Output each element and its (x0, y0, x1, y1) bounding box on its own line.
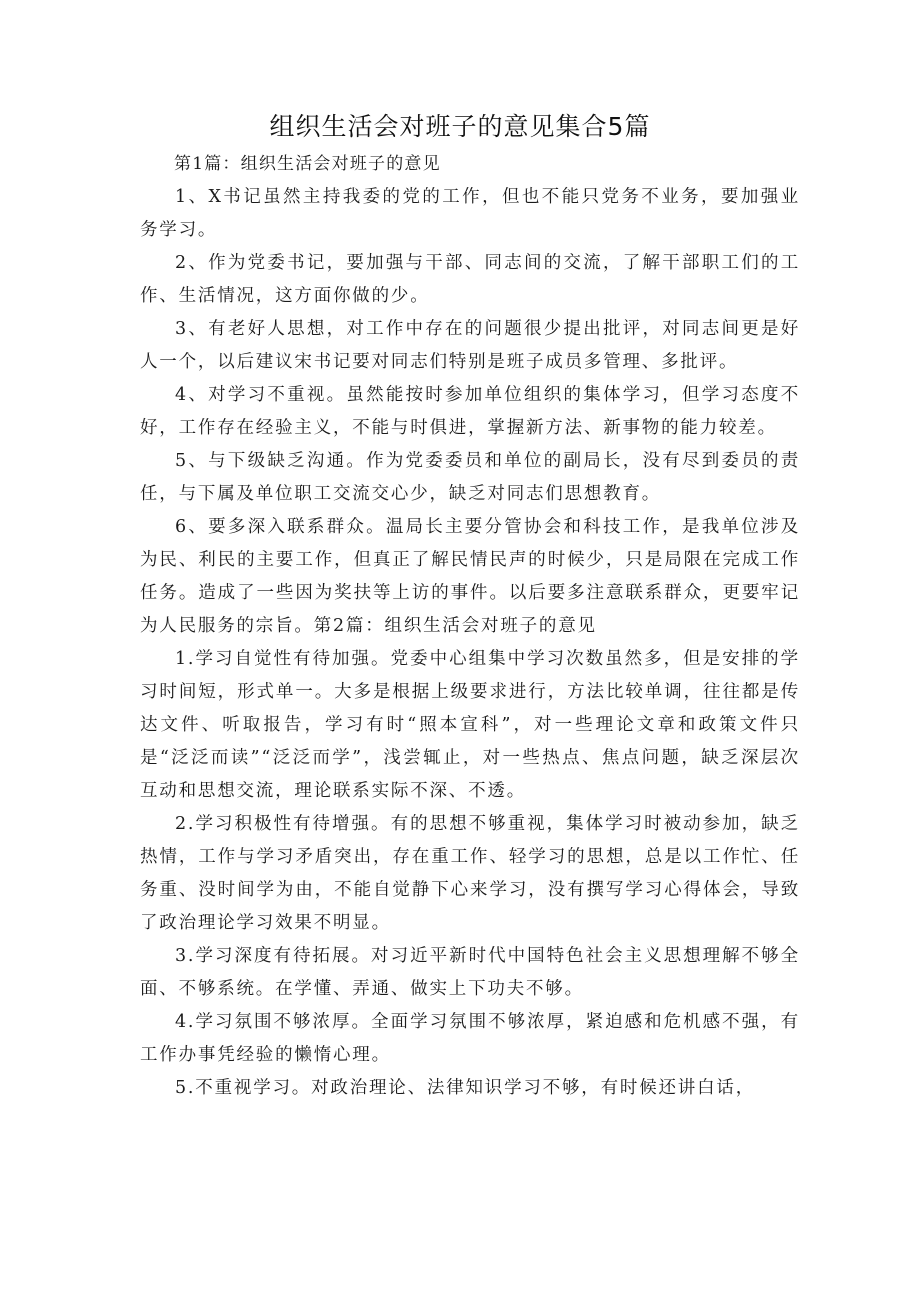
document-body (140, 148, 800, 1105)
paragraph: 4、对学习不重视。虽然能按时参加单位组织的集体学习，但学习态度不好，工作存在经验主义，不能与时俱进，掌握新方法、新事物的能力较差。 (140, 385, 800, 438)
paragraph: 6、要多深入联系群众。温局长主要分管协会和科技工作，是我单位涉及为民、利民的主要工作，但真正了解民情民声的时候少，只是局限在完成工作任务。造成了一些因为奖扶等上访的事件。以后要多注意联系群众，更要牢记为人民服务的宗旨。第2篇：组织生活会对班子的意见 (140, 517, 800, 636)
paragraph: 1、X书记虽然主持我委的党的工作，但也不能只党务不业务，要加强业务学习。 (140, 187, 800, 240)
document-title: 组织生活会对班子的意见集合5篇 (269, 112, 651, 141)
paragraph: 5、与下级缺乏沟通。作为党委委员和单位的副局长，没有尽到委员的责任，与下属及单位职工交流交心少，缺乏对同志们思想教育。 (140, 451, 800, 504)
paragraph: 3.学习深度有待拓展。对习近平新时代中国特色社会主义思想理解不够全面、不够系统。在学懂、弄通、做实上下功夫不够。 (140, 946, 800, 999)
paragraph: 2、作为党委书记，要加强与干部、同志间的交流，了解干部职工们的工作、生活情况，这方面你做的少。 (140, 253, 800, 306)
section-heading-1: 第1篇：组织生活会对班子的意见 (174, 154, 441, 174)
paragraph: 4.学习氛围不够浓厚。全面学习氛围不够浓厚，紧迫感和危机感不强，有工作办事凭经验的懒惰心理。 (140, 1012, 800, 1065)
paragraph: 1.学习自觉性有待加强。党委中心组集中学习次数虽然多，但是安排的学习时间短，形式单一。大多是根据上级要求进行，方法比较单调，往往都是传达文件、听取报告，学习有时“照本宣科”，对一些理论文章和政策文件只是“泛泛而读”“泛泛而学”，浅尝辄止，对一些热点、焦点问题，缺乏深层次互动和思想交流，理论联系实际不深、不透。 (140, 649, 800, 801)
paragraph: 2.学习积极性有待增强。有的思想不够重视，集体学习时被动参加，缺乏热情，工作与学习矛盾突出，存在重工作、轻学习的思想，总是以工作忙、任务重、没时间学为由，不能自觉静下心来学习，没有撰写学习心得体会，导致了政治理论学习效果不明显。 (140, 814, 800, 933)
paragraph: 3、有老好人思想，对工作中存在的问题很少提出批评，对同志间更是好人一个，以后建议宋书记要对同志们特别是班子成员多管理、多批评。 (140, 319, 800, 372)
paragraph: 5.不重视学习。对政治理论、法律知识学习不够，有时候还讲白话， (175, 1078, 755, 1098)
